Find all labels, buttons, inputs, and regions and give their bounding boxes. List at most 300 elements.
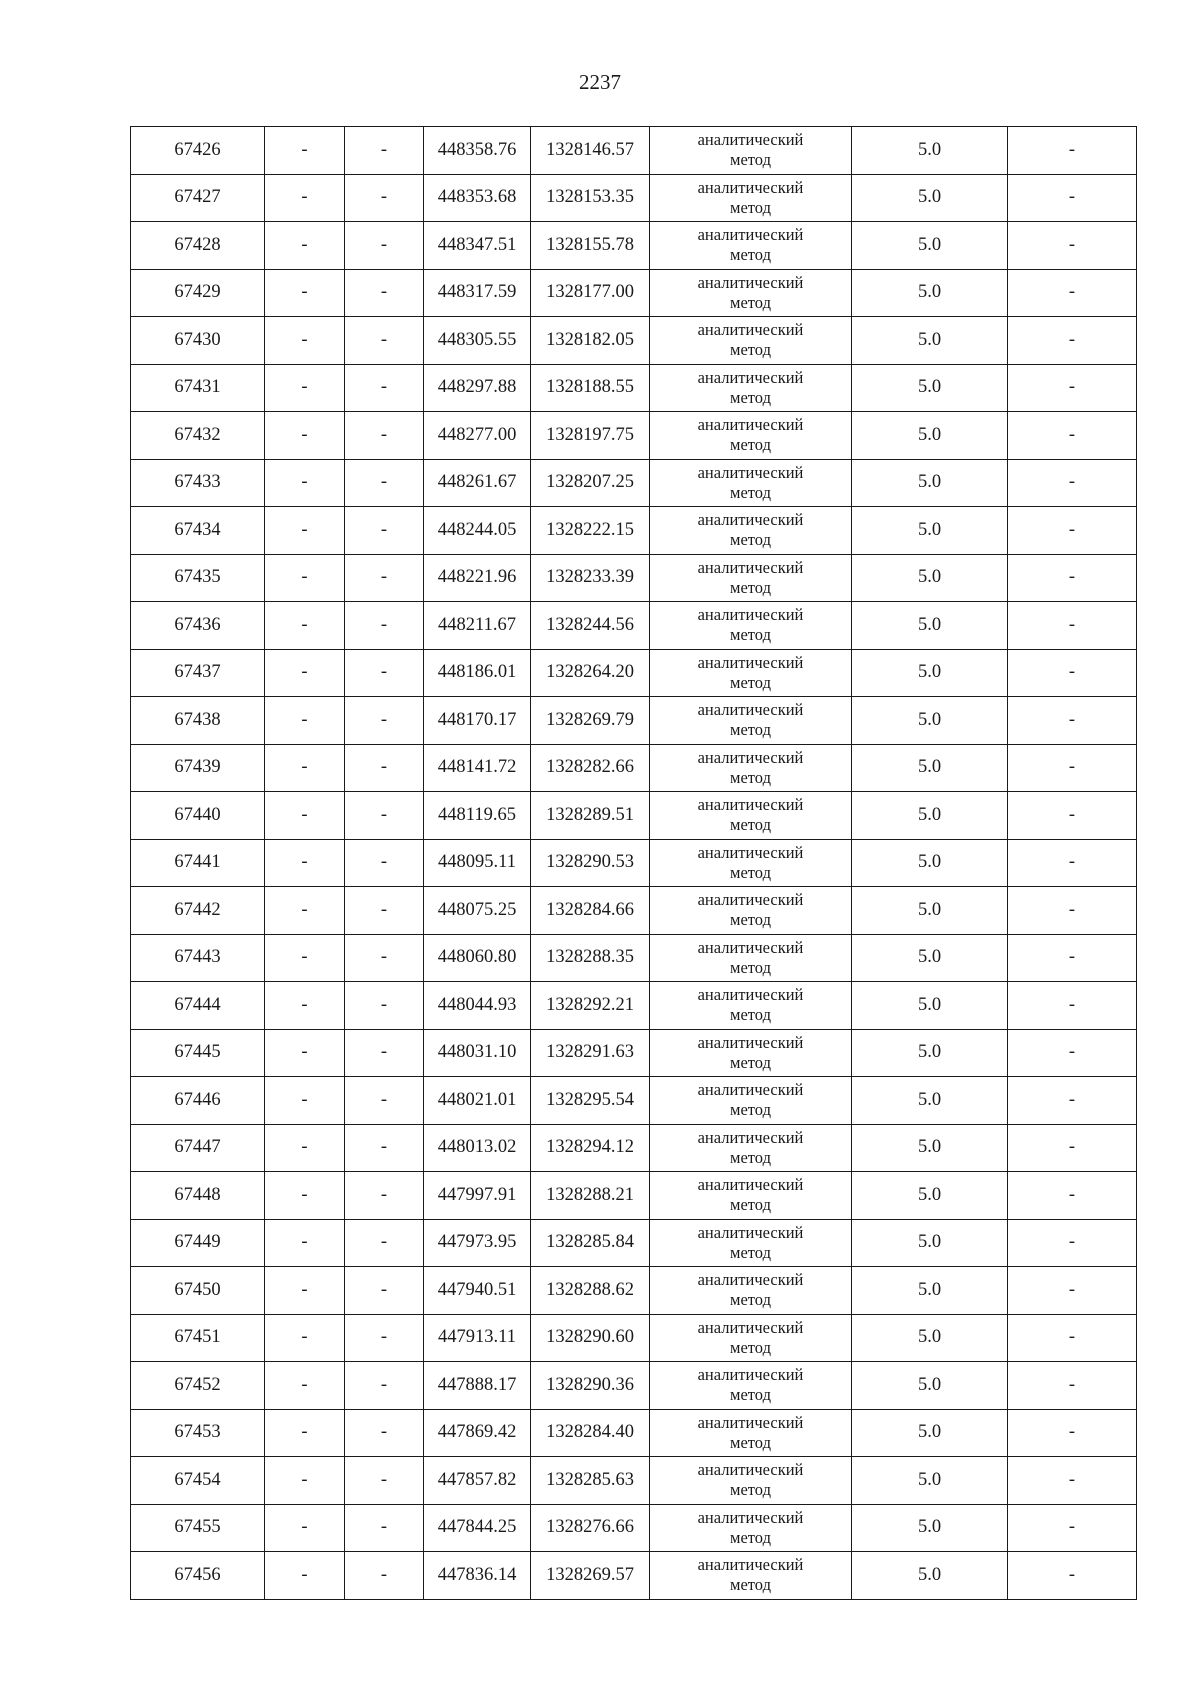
method-cell [650,127,852,175]
table-row [131,649,1137,697]
accuracy-cell: 5.0 [852,649,1008,697]
empty-value-cell: - [345,554,424,602]
note-cell: - [1008,934,1137,982]
note-cell: - [1008,554,1137,602]
note-cell: - [1008,1124,1137,1172]
method-text-line: метод [730,1290,771,1310]
point-id-cell: 67429 [131,269,265,317]
x-coordinate-cell: 448044.93 [424,982,531,1030]
method-text-line: аналитический [697,1175,804,1195]
y-coordinate-cell: 1328233.39 [531,554,650,602]
y-coordinate-cell: 1328269.57 [531,1552,650,1600]
empty-value-cell: - [345,364,424,412]
y-coordinate-cell: 1328182.05 [531,317,650,365]
accuracy-cell: 5.0 [852,459,1008,507]
empty-value-cell: - [265,982,345,1030]
method-cell [650,459,852,507]
method-cell [650,1029,852,1077]
empty-value-cell: - [345,317,424,365]
x-coordinate-cell: 448277.00 [424,412,531,460]
method-text-line: аналитический [697,1127,804,1147]
table-row [131,1362,1137,1410]
table-row [131,364,1137,412]
accuracy-cell: 5.0 [852,412,1008,460]
accuracy-cell: 5.0 [852,839,1008,887]
x-coordinate-cell: 447888.17 [424,1362,531,1410]
accuracy-cell: 5.0 [852,507,1008,555]
y-coordinate-cell: 1328288.62 [531,1267,650,1315]
note-cell: - [1008,1029,1137,1077]
point-id-cell: 67437 [131,649,265,697]
method-text-line: метод [730,435,771,455]
empty-value-cell: - [265,1409,345,1457]
point-id-cell: 67439 [131,744,265,792]
y-coordinate-cell: 1328155.78 [531,222,650,270]
point-id-cell: 67455 [131,1504,265,1552]
x-coordinate-cell: 448060.80 [424,934,531,982]
method-cell [650,1552,852,1600]
accuracy-cell: 5.0 [852,697,1008,745]
x-coordinate-cell: 448119.65 [424,792,531,840]
point-id-cell: 67450 [131,1267,265,1315]
accuracy-cell: 5.0 [852,364,1008,412]
method-text-line: метод [730,815,771,835]
note-cell: - [1008,1172,1137,1220]
accuracy-cell: 5.0 [852,1029,1008,1077]
accuracy-cell: 5.0 [852,602,1008,650]
point-id-cell: 67456 [131,1552,265,1600]
empty-value-cell: - [265,792,345,840]
method-text-line: метод [730,1005,771,1025]
y-coordinate-cell: 1328222.15 [531,507,650,555]
method-text-line: метод [730,767,771,787]
table-row [131,507,1137,555]
empty-value-cell: - [265,1504,345,1552]
note-cell: - [1008,839,1137,887]
method-text-line: метод [730,577,771,597]
method-text-line: метод [730,1337,771,1357]
method-cell [650,1219,852,1267]
note-cell: - [1008,1552,1137,1600]
note-cell: - [1008,982,1137,1030]
y-coordinate-cell: 1328207.25 [531,459,650,507]
point-id-cell: 67432 [131,412,265,460]
method-cell [650,887,852,935]
method-cell [650,1504,852,1552]
point-id-cell: 67449 [131,1219,265,1267]
note-cell: - [1008,744,1137,792]
note-cell: - [1008,459,1137,507]
method-text-line: аналитический [697,605,804,625]
point-id-cell: 67428 [131,222,265,270]
x-coordinate-cell: 448347.51 [424,222,531,270]
point-id-cell: 67427 [131,174,265,222]
empty-value-cell: - [265,412,345,460]
y-coordinate-cell: 1328290.36 [531,1362,650,1410]
accuracy-cell: 5.0 [852,222,1008,270]
y-coordinate-cell: 1328294.12 [531,1124,650,1172]
x-coordinate-cell: 448297.88 [424,364,531,412]
y-coordinate-cell: 1328295.54 [531,1077,650,1125]
method-text-line: аналитический [697,367,804,387]
y-coordinate-cell: 1328276.66 [531,1504,650,1552]
empty-value-cell: - [345,127,424,175]
point-id-cell: 67451 [131,1314,265,1362]
empty-value-cell: - [345,222,424,270]
accuracy-cell: 5.0 [852,887,1008,935]
empty-value-cell: - [345,1409,424,1457]
method-cell [650,982,852,1030]
point-id-cell: 67433 [131,459,265,507]
x-coordinate-cell: 447869.42 [424,1409,531,1457]
method-text-line: аналитический [697,130,804,150]
method-text-line: аналитический [697,177,804,197]
method-cell [650,364,852,412]
point-id-cell: 67430 [131,317,265,365]
method-text-line: метод [730,245,771,265]
method-text-line: аналитический [697,652,804,672]
accuracy-cell: 5.0 [852,744,1008,792]
accuracy-cell: 5.0 [852,1457,1008,1505]
empty-value-cell: - [345,839,424,887]
point-id-cell: 67447 [131,1124,265,1172]
table-body [131,127,1137,1600]
empty-value-cell: - [345,1552,424,1600]
empty-value-cell: - [265,1029,345,1077]
method-cell [650,1077,852,1125]
method-cell [650,1124,852,1172]
method-cell [650,412,852,460]
accuracy-cell: 5.0 [852,317,1008,365]
method-text-line: метод [730,625,771,645]
y-coordinate-cell: 1328244.56 [531,602,650,650]
x-coordinate-cell: 448211.67 [424,602,531,650]
empty-value-cell: - [265,364,345,412]
table-row [131,1409,1137,1457]
empty-value-cell: - [345,412,424,460]
point-id-cell: 67453 [131,1409,265,1457]
method-text-line: метод [730,1432,771,1452]
x-coordinate-cell: 448358.76 [424,127,531,175]
table-row [131,127,1137,175]
y-coordinate-cell: 1328289.51 [531,792,650,840]
table-row [131,1552,1137,1600]
method-cell [650,792,852,840]
method-text-line: аналитический [697,415,804,435]
empty-value-cell: - [345,887,424,935]
empty-value-cell: - [345,1314,424,1362]
method-text-line: аналитический [697,225,804,245]
method-text-line: аналитический [697,700,804,720]
note-cell: - [1008,1409,1137,1457]
method-cell [650,1314,852,1362]
table-row [131,174,1137,222]
x-coordinate-cell: 447857.82 [424,1457,531,1505]
method-text-line: аналитический [697,272,804,292]
table-row [131,982,1137,1030]
method-text-line: метод [730,672,771,692]
method-cell [650,1172,852,1220]
x-coordinate-cell: 448170.17 [424,697,531,745]
y-coordinate-cell: 1328291.63 [531,1029,650,1077]
method-cell [650,934,852,982]
note-cell: - [1008,649,1137,697]
table-row [131,792,1137,840]
method-text-line: метод [730,1100,771,1120]
empty-value-cell: - [345,744,424,792]
empty-value-cell: - [345,1077,424,1125]
note-cell: - [1008,1362,1137,1410]
method-text-line: метод [730,862,771,882]
empty-value-cell: - [265,127,345,175]
empty-value-cell: - [345,934,424,982]
table-row [131,1457,1137,1505]
method-cell [650,602,852,650]
method-cell [650,1267,852,1315]
x-coordinate-cell: 448305.55 [424,317,531,365]
empty-value-cell: - [345,174,424,222]
point-id-cell: 67448 [131,1172,265,1220]
method-cell [650,317,852,365]
method-text-line: аналитический [697,510,804,530]
y-coordinate-cell: 1328290.53 [531,839,650,887]
method-text-line: метод [730,292,771,312]
table-row [131,1124,1137,1172]
x-coordinate-cell: 448317.59 [424,269,531,317]
note-cell: - [1008,317,1137,365]
method-text-line: метод [730,1575,771,1595]
method-text-line: метод [730,1385,771,1405]
table-row [131,554,1137,602]
note-cell: - [1008,887,1137,935]
empty-value-cell: - [345,697,424,745]
x-coordinate-cell: 447913.11 [424,1314,531,1362]
table-row [131,1504,1137,1552]
empty-value-cell: - [265,1552,345,1600]
point-id-cell: 67438 [131,697,265,745]
empty-value-cell: - [265,1077,345,1125]
x-coordinate-cell: 447997.91 [424,1172,531,1220]
method-cell [650,1409,852,1457]
method-text-line: метод [730,387,771,407]
note-cell: - [1008,507,1137,555]
empty-value-cell: - [345,1219,424,1267]
note-cell: - [1008,1219,1137,1267]
method-cell [650,222,852,270]
empty-value-cell: - [265,1219,345,1267]
x-coordinate-cell: 448095.11 [424,839,531,887]
point-id-cell: 67441 [131,839,265,887]
empty-value-cell: - [345,269,424,317]
empty-value-cell: - [345,649,424,697]
point-id-cell: 67452 [131,1362,265,1410]
table-row [131,1172,1137,1220]
empty-value-cell: - [265,317,345,365]
empty-value-cell: - [265,507,345,555]
note-cell: - [1008,412,1137,460]
method-text-line: метод [730,1195,771,1215]
method-text-line: аналитический [697,842,804,862]
note-cell: - [1008,174,1137,222]
point-id-cell: 67442 [131,887,265,935]
method-text-line: метод [730,957,771,977]
method-text-line: аналитический [697,890,804,910]
table-row [131,602,1137,650]
method-cell [650,697,852,745]
x-coordinate-cell: 448261.67 [424,459,531,507]
empty-value-cell: - [345,1124,424,1172]
empty-value-cell: - [265,1314,345,1362]
table-row [131,1077,1137,1125]
accuracy-cell: 5.0 [852,174,1008,222]
y-coordinate-cell: 1328285.63 [531,1457,650,1505]
y-coordinate-cell: 1328269.79 [531,697,650,745]
point-id-cell: 67440 [131,792,265,840]
y-coordinate-cell: 1328284.40 [531,1409,650,1457]
method-cell [650,744,852,792]
empty-value-cell: - [265,1124,345,1172]
empty-value-cell: - [345,792,424,840]
empty-value-cell: - [345,1029,424,1077]
table-row [131,459,1137,507]
y-coordinate-cell: 1328288.21 [531,1172,650,1220]
accuracy-cell: 5.0 [852,127,1008,175]
method-cell [650,554,852,602]
accuracy-cell: 5.0 [852,1124,1008,1172]
method-cell [650,1457,852,1505]
method-text-line: аналитический [697,1080,804,1100]
x-coordinate-cell: 448244.05 [424,507,531,555]
method-cell [650,174,852,222]
method-cell [650,507,852,555]
method-text-line: аналитический [697,747,804,767]
note-cell: - [1008,1077,1137,1125]
method-text-line: аналитический [697,1032,804,1052]
note-cell: - [1008,364,1137,412]
empty-value-cell: - [345,982,424,1030]
empty-value-cell: - [345,1457,424,1505]
y-coordinate-cell: 1328146.57 [531,127,650,175]
method-text-line: метод [730,1527,771,1547]
method-cell [650,269,852,317]
accuracy-cell: 5.0 [852,554,1008,602]
table-row [131,1029,1137,1077]
method-text-line: метод [730,530,771,550]
point-id-cell: 67454 [131,1457,265,1505]
table-row [131,1219,1137,1267]
x-coordinate-cell: 448075.25 [424,887,531,935]
empty-value-cell: - [265,269,345,317]
method-text-line: аналитический [697,795,804,815]
empty-value-cell: - [345,1172,424,1220]
empty-value-cell: - [345,507,424,555]
note-cell: - [1008,1314,1137,1362]
method-cell [650,839,852,887]
method-text-line: аналитический [697,937,804,957]
table-row [131,697,1137,745]
method-text-line: аналитический [697,462,804,482]
accuracy-cell: 5.0 [852,934,1008,982]
x-coordinate-cell: 448013.02 [424,1124,531,1172]
point-id-cell: 67445 [131,1029,265,1077]
accuracy-cell: 5.0 [852,792,1008,840]
accuracy-cell: 5.0 [852,1314,1008,1362]
method-text-line: аналитический [697,1222,804,1242]
accuracy-cell: 5.0 [852,1172,1008,1220]
method-text-line: метод [730,1242,771,1262]
note-cell: - [1008,269,1137,317]
y-coordinate-cell: 1328282.66 [531,744,650,792]
accuracy-cell: 5.0 [852,1504,1008,1552]
y-coordinate-cell: 1328288.35 [531,934,650,982]
table-row [131,222,1137,270]
method-text-line: метод [730,482,771,502]
empty-value-cell: - [345,602,424,650]
empty-value-cell: - [265,1457,345,1505]
table-row [131,1267,1137,1315]
x-coordinate-cell: 448021.01 [424,1077,531,1125]
method-text-line: метод [730,1480,771,1500]
table-row [131,412,1137,460]
accuracy-cell: 5.0 [852,982,1008,1030]
point-id-cell: 67435 [131,554,265,602]
method-text-line: аналитический [697,1412,804,1432]
empty-value-cell: - [265,459,345,507]
method-cell [650,1362,852,1410]
method-text-line: аналитический [697,557,804,577]
empty-value-cell: - [345,459,424,507]
x-coordinate-cell: 448141.72 [424,744,531,792]
y-coordinate-cell: 1328177.00 [531,269,650,317]
empty-value-cell: - [265,1362,345,1410]
note-cell: - [1008,1504,1137,1552]
empty-value-cell: - [265,887,345,935]
accuracy-cell: 5.0 [852,1077,1008,1125]
method-text-line: метод [730,1147,771,1167]
method-text-line: метод [730,197,771,217]
note-cell: - [1008,222,1137,270]
x-coordinate-cell: 448031.10 [424,1029,531,1077]
method-text-line: аналитический [697,1460,804,1480]
note-cell: - [1008,127,1137,175]
empty-value-cell: - [265,934,345,982]
empty-value-cell: - [265,1172,345,1220]
point-id-cell: 67444 [131,982,265,1030]
point-id-cell: 67431 [131,364,265,412]
x-coordinate-cell: 447940.51 [424,1267,531,1315]
empty-value-cell: - [345,1362,424,1410]
x-coordinate-cell: 447973.95 [424,1219,531,1267]
accuracy-cell: 5.0 [852,1267,1008,1315]
note-cell: - [1008,602,1137,650]
empty-value-cell: - [265,839,345,887]
table-row [131,317,1137,365]
method-text-line: аналитический [697,1270,804,1290]
empty-value-cell: - [265,1267,345,1315]
y-coordinate-cell: 1328292.21 [531,982,650,1030]
x-coordinate-cell: 447836.14 [424,1552,531,1600]
y-coordinate-cell: 1328290.60 [531,1314,650,1362]
accuracy-cell: 5.0 [852,1409,1008,1457]
method-text-line: аналитический [697,1555,804,1575]
x-coordinate-cell: 448353.68 [424,174,531,222]
method-text-line: метод [730,340,771,360]
empty-value-cell: - [265,554,345,602]
empty-value-cell: - [265,744,345,792]
empty-value-cell: - [265,649,345,697]
table-row [131,887,1137,935]
point-id-cell: 67443 [131,934,265,982]
